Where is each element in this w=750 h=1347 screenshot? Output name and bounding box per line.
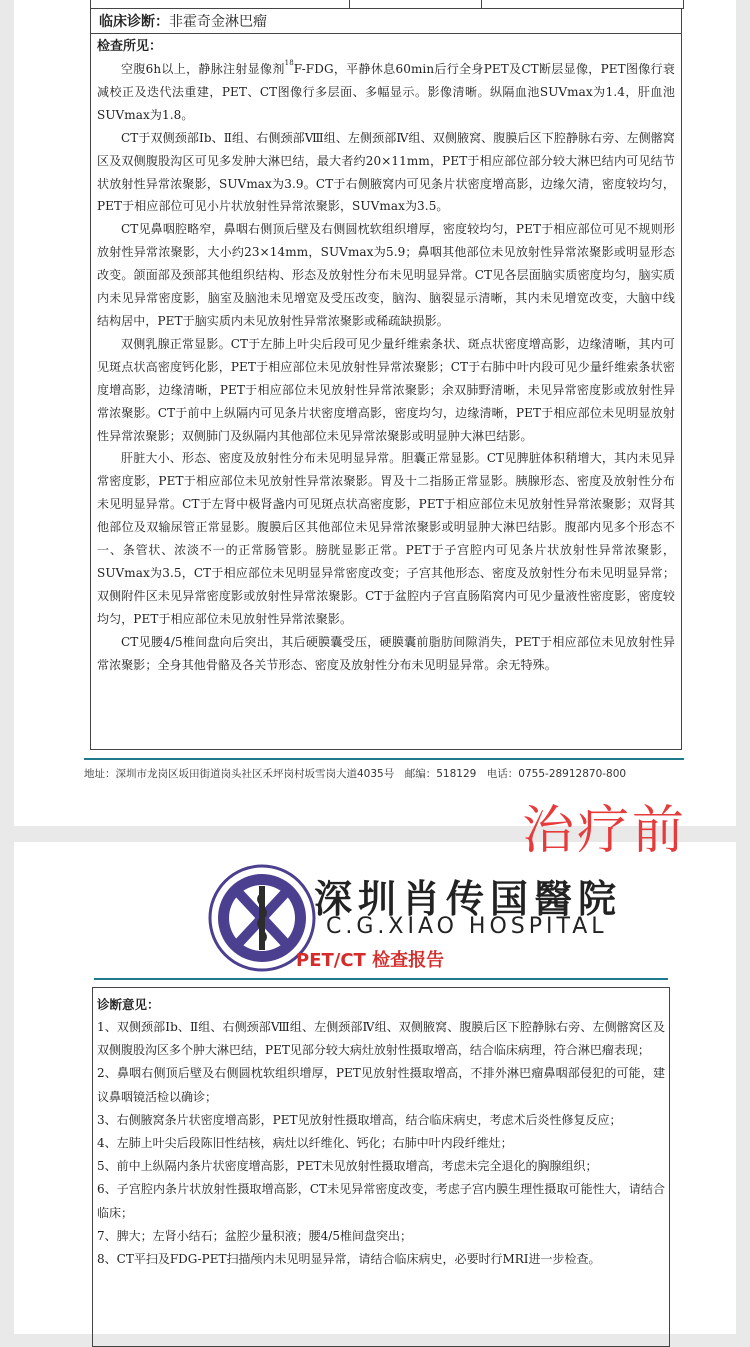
diagnosis-item: 8、CT平扫及FDG-PET扫描颅内未见明显异常，请结合临床病史，必要时行MRI进一步检查。: [97, 1252, 601, 1267]
footer-divider: [84, 758, 684, 760]
findings-paragraph-2: CT于双侧颈部Ⅰb、Ⅱ组、右侧颈部Ⅷ组、左侧颈部Ⅳ组、双侧腋窝、腹膜后区下腔静脉右旁、左侧髂窝区及双侧腹股沟区可见多发肿大淋巴结，最大者约20×11mm，PET于相应部位部分较大淋巴结内可见结节状放射性异常浓聚影，SUVmax为3.9。CT于右侧腋窝内可见条片状密度增高影，边缘欠清，密度较均匀，PET于相应部位可见小片状放射性异常浓聚影，SUVmax为3.5。: [97, 130, 675, 214]
diagnosis-opinion-title: 诊断意见：: [97, 997, 160, 1012]
clinical-diagnosis-row: [90, 8, 682, 34]
diagnosis-item: 6、子宫腔内条片状放射性摄取增高影，CT未见异常密度改变，考虑子宫内膜生理性摄取可能性大，请结合临床；: [97, 1182, 665, 1220]
findings-paragraph-4: 双侧乳腺正常显影。CT于左肺上叶尖后段可见少量纤维索条状、斑点状密度增高影，边缘清晰，其内可见斑点状高密度钙化影，PET于相应部位未见放射性异常浓聚影；CT于右肺中叶内段可见少量纤维索条状密度增高影，边缘清晰，PET于相应部位未见放射性异常浓聚影；余双肺野清晰，未见异常密度影或放射性异常浓聚影。CT于前中上纵隔内可见条片状密度增高影，密度均匀，边缘清晰，PET于相应部位未见明显放射性异常浓聚影；双侧肺门及纵隔内其他部位未见异常浓聚影或明显肿大淋巴结影。: [97, 336, 675, 443]
findings-paragraph-3: CT见鼻咽腔略窄，鼻咽右侧顶后壁及右侧圆枕软组织增厚，密度较均匀，PET于相应部位可见不规则形放射性异常浓聚影，大小约23×14mm，SUVmax为5.9；鼻咽其他部位未见放射性异常浓聚影或明显形态改变。颌面部及颈部其他组织结构、形态及放射性分布未见明显异常。CT见各层面脑实质密度均匀，脑实质内未见异常密度影，脑室及脑池未见增宽及受压改变，脑沟、脑裂显示清晰，其内未见增宽改变，大脑中线结构居中，PET于脑实质内未见放射性异常浓聚影或稀疏缺损影。: [97, 222, 675, 328]
hospital-name-en: C.G.XIAO HOSPITAL: [326, 914, 608, 939]
diagnosis-label: 临床诊断：: [99, 14, 169, 30]
findings-paragraph-6: CT见腰4/5椎间盘向后突出，其后硬膜囊受压，硬膜囊前脂肪间隙消失，PET于相应部位未见放射性异常浓聚影；全身其他骨骼及各关节形态、密度及放射性分布未见明显异常。余无特殊。: [97, 634, 675, 672]
report-page-2: [14, 842, 736, 1334]
diagnosis-opinion-section: [92, 987, 670, 1347]
page-footer-address: 地址：深圳市龙岗区坂田街道岗头社区禾坪岗村坂雪岗大道4035号 邮编：518129 电话：0755-28912870-800: [84, 768, 627, 780]
report-page-1: [14, 0, 736, 826]
before-treatment-stamp: 治疗前: [522, 801, 688, 861]
diagnosis-item: 3、右侧腋窝条片状密度增高影，PET见放射性摄取增高，结合临床病史，考虑术后炎性修复反应；: [97, 1112, 622, 1127]
hospital-name-cn: 深圳肖传国醫院: [314, 876, 623, 921]
report-title: PET/CT 检查报告: [296, 950, 445, 971]
diagnosis-item: 2、鼻咽右侧顶后壁及右侧圆枕软组织增厚，PET见放射性摄取增高，不排外淋巴瘤鼻咽部侵犯的可能，建议鼻咽镜活检以确诊；: [97, 1066, 665, 1104]
findings-title: 检查所见：: [97, 39, 163, 54]
findings-paragraph-5: 肝脏大小、形态、密度及放射性分布未见明显异常。胆囊正常显影。CT见脾脏体积稍增大，其内未见异常密度影，PET于相应部位未见放射性异常浓聚影。胃及十二指肠正常显影。胰腺形态、密度及放射性分布未见明显异常。CT于左肾中极肾盏内可见斑点状高密度影，PET于相应部位未见放射性异常浓聚影；双肾其他部位及双输尿管正常显影。腹膜后区其他部位未见异常浓聚影或明显肿大淋巴结影。腹部内见多个形态不一、条管状、浓淡不一的正常肠管影。膀胱显影正常。PET于子宫腔内可见条片状放射性异常浓聚影，SUVmax为3.5，CT于相应部位未见明显异常密度改变；子宫其他形态、密度及放射性分布未见明显异常；双侧附件区未见异常密度影或放射性异常浓聚影。CT于盆腔内子宫直肠陷窝内可见少量液性密度影，密度较均匀，PET于相应部位未见放射性异常浓聚影。: [97, 451, 675, 626]
diagnosis-item: 1、双侧颈部Ⅰb、Ⅱ组、右侧颈部Ⅷ组、左侧颈部Ⅳ组、双侧腋窝、腹膜后区下腔静脉右旁、左侧髂窝区及双侧腹股沟区多个肿大淋巴结，PET见部分较大病灶放射性摄取增高，结合临床病理，符合淋巴瘤表现；: [97, 1020, 665, 1058]
diagnosis-item: 7、脾大；左肾小结石；盆腔少量积液；腰4/5椎间盘突出；: [97, 1228, 412, 1243]
diagnosis-value: 非霍奇金淋巴瘤: [169, 14, 267, 30]
diagnosis-item: 4、左肺上叶尖后段陈旧性结核，病灶以纤维化、钙化；右肺中叶内段纤维灶；: [97, 1136, 513, 1151]
findings-paragraph-1: 空腹6h以上，静脉注射显像剂$^{18}$F-FDG，平静休息60min后行全身PET及CT断层显像，PET图像行衰减校正及迭代法重建，PET、CT图像行多层面、多幅显示。影像清晰。纵隔血池SUVmax为1.4，肝血池SUVmax为1.8。: [97, 59, 676, 122]
findings-section: [90, 34, 682, 750]
diagnosis-item: 5、前中上纵隔内条片状密度增高影，PET未见放射性摄取增高，考虑未完全退化的胸腺组织；: [97, 1159, 598, 1174]
header-divider: [94, 978, 668, 980]
